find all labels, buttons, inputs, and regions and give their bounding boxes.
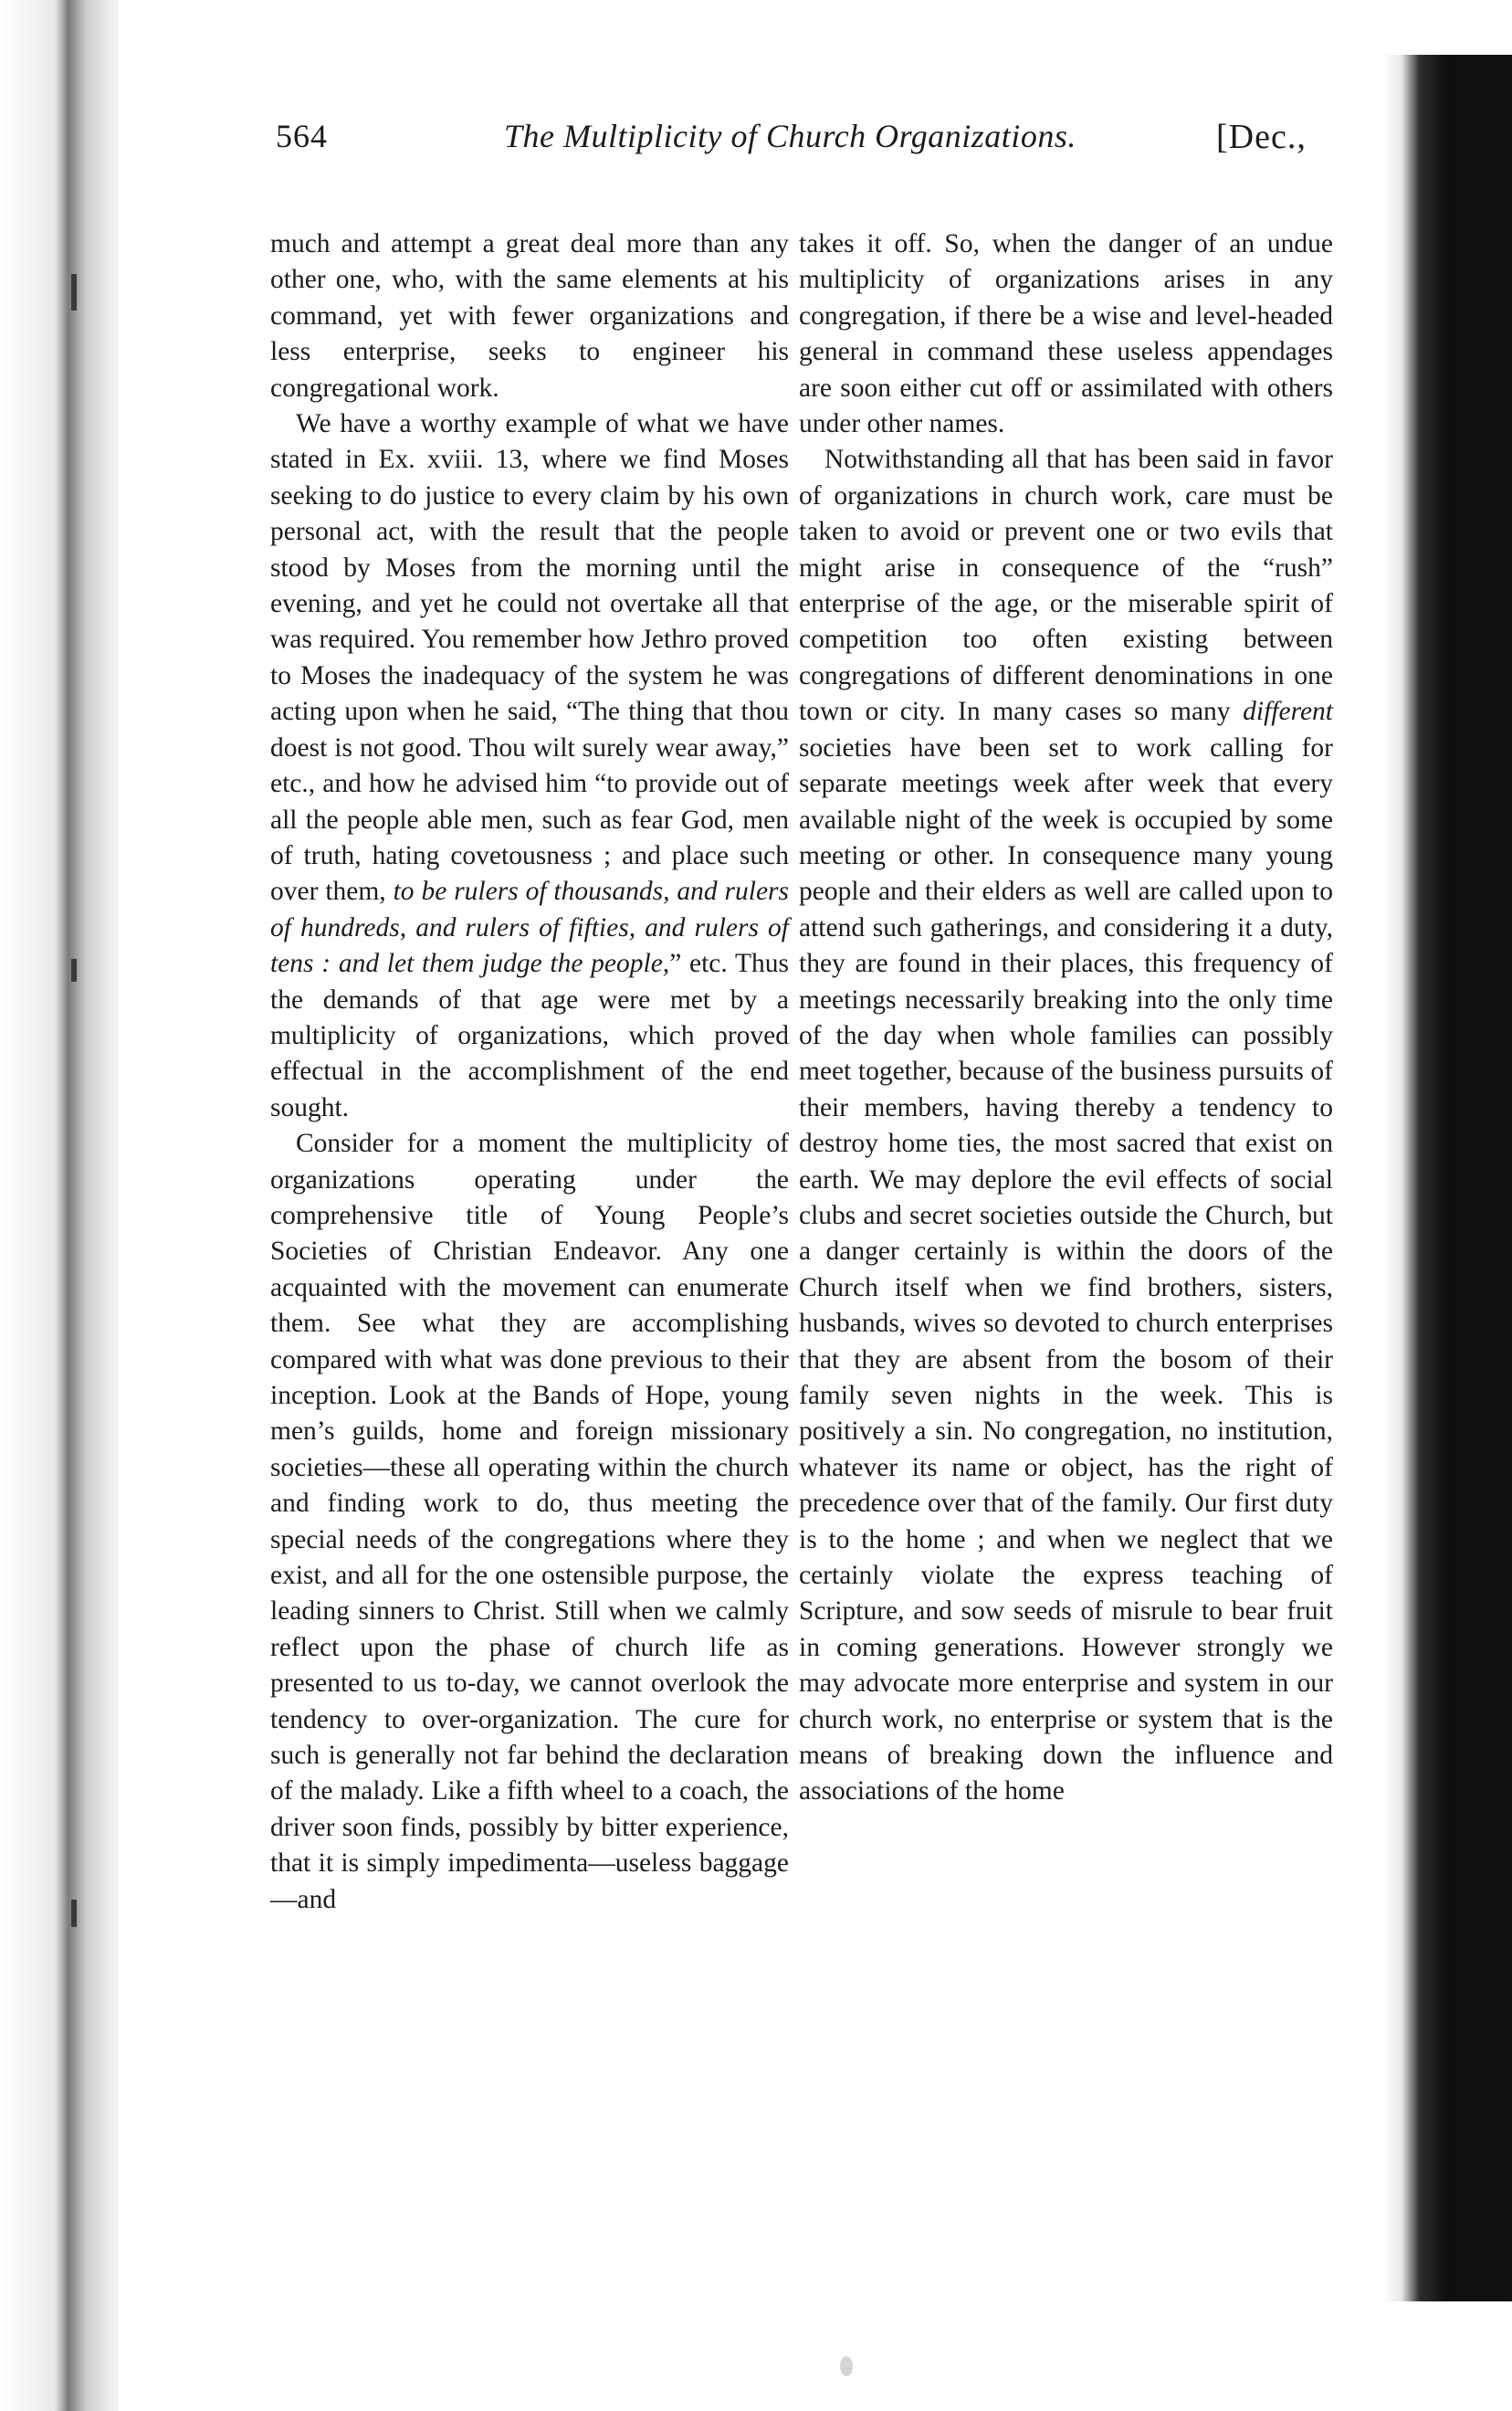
right-column xyxy=(799,226,1333,1810)
paragraph xyxy=(270,406,789,1126)
paragraph-text: Notwithstanding all that has been said in favor of organizations in church work, care must be taken to avoid or prevent one or two evils that might arise in consequence of the “rush” enterprise of the age, or the miserable spirit of competition too often existing between congregations of different denominations in one town or city. In many cases so many xyxy=(799,445,1333,727)
paragraph xyxy=(799,442,1333,1809)
scan-smudge xyxy=(840,2356,853,2376)
paragraph-text: takes it off. So, when the danger of an undue multiplicity of organizations arises in any congregation, if there be a wise and level-headed general in command these useless appendages are soon either cut off or assimilated with others under other names. xyxy=(799,229,1333,439)
date-mark: [Dec., xyxy=(1216,118,1307,156)
scan-speck xyxy=(71,1900,77,1927)
page-header xyxy=(276,117,1329,181)
left-column xyxy=(270,226,789,1918)
paragraph-text: We have a worthy example of what we have stated in Ex. xviii. 13, where we find Moses seeking to do justice to every claim by his own personal act, with the result that the people stood by Moses from the morning until the evening, and yet he could not overtake all that was required. You remember how Jethro proved to Moses the inadequacy of the system he was acting upon when he said, “The thing that thou doest is not good. Thou wilt surely wear away,” etc., and how he advised him “to provide out of all the people able men, such as fear God, men of truth, hating covetousness ; and place such over them, xyxy=(270,409,789,907)
italic-emphasis: different xyxy=(1243,697,1333,727)
scan-speck xyxy=(71,959,77,982)
paragraph xyxy=(799,226,1333,442)
scan-left-edge xyxy=(0,0,119,2411)
italic-quotation: to be rulers of thousands, and rulers of hundreds, and rulers of fifties, and rulers of tens : and let them judge the people, xyxy=(270,877,789,979)
paragraph-text: Consider for a moment the multiplicity of organizations operating under the comprehensive title of Young People’s Societies of Christian Endeavor. Any one acquainted with the movement can enumerate them. See what they are accomplishing compared with what was done previous to their inception. Look at the Bands of Hope, young men’s guilds, home and foreign missionary societies—these all operating within the church and finding work to do, thus meeting the special needs of the congregations where they exist, and all for the one ostensible purpose, the leading sinners to Christ. Still when we calmly reflect upon the phase of church life as presented to us to-day, we cannot overlook the tendency to over-organization. The cure for such is generally not far behind the declaration of the malady. Like a fifth wheel to a coach, the driver soon finds, possibly by bitter experience, that it is simply impedimenta—useless baggage—and xyxy=(270,1129,789,1914)
page-number: 564 xyxy=(276,118,328,154)
running-title: The Multiplicity of Church Organizations. xyxy=(504,118,1076,154)
paragraph-text: much and attempt a great deal more than any other one, who, with the same elements at his command, yet with fewer organizations and less enterprise, seeks to engineer his congregational work. xyxy=(270,229,789,403)
paragraph xyxy=(270,1126,789,1918)
paragraph-text: societies have been set to work calling for separate meetings week after week that every available night of the week is occupied by some meeting or other. In consequence many young people and their elders as well are called upon to attend such gatherings, and considering it a duty, they are found in their places, this frequency of meetings necessarily breaking into the only time of the day when whole families can possibly meet together, because of the business pursuits of their members, having thereby a tendency to destroy home ties, the most sacred that exist on earth. We may deplore the evil effects of social clubs and secret societies outside the Church, but a danger certainly is within the doors of the Church itself when we find brothers, sisters, husbands, wives so devoted to church enterprises that they are absent from the bosom of their family seven nights in the week. This is positively a sin. No congregation, no institution, whatever its name or object, has the right of precedence over that of the family. Our first duty is to the home ; and when we neglect that we certainly violate the express teaching of Scripture, and sow seeds of misrule to bear fruit in coming generations. However strongly we may advocate more enterprise and system in our church work, no enterprise or system that is the means of breaking down the influence and associations of the home xyxy=(799,732,1333,1806)
scan-speck xyxy=(71,274,77,311)
paragraph-text: ” etc. Thus the demands of that age were met by a multiplicity of organizations, which proved effectual in the accomplishment of the end sought. xyxy=(270,949,789,1122)
scan-right-edge xyxy=(1383,55,1512,2301)
paragraph xyxy=(270,226,789,406)
